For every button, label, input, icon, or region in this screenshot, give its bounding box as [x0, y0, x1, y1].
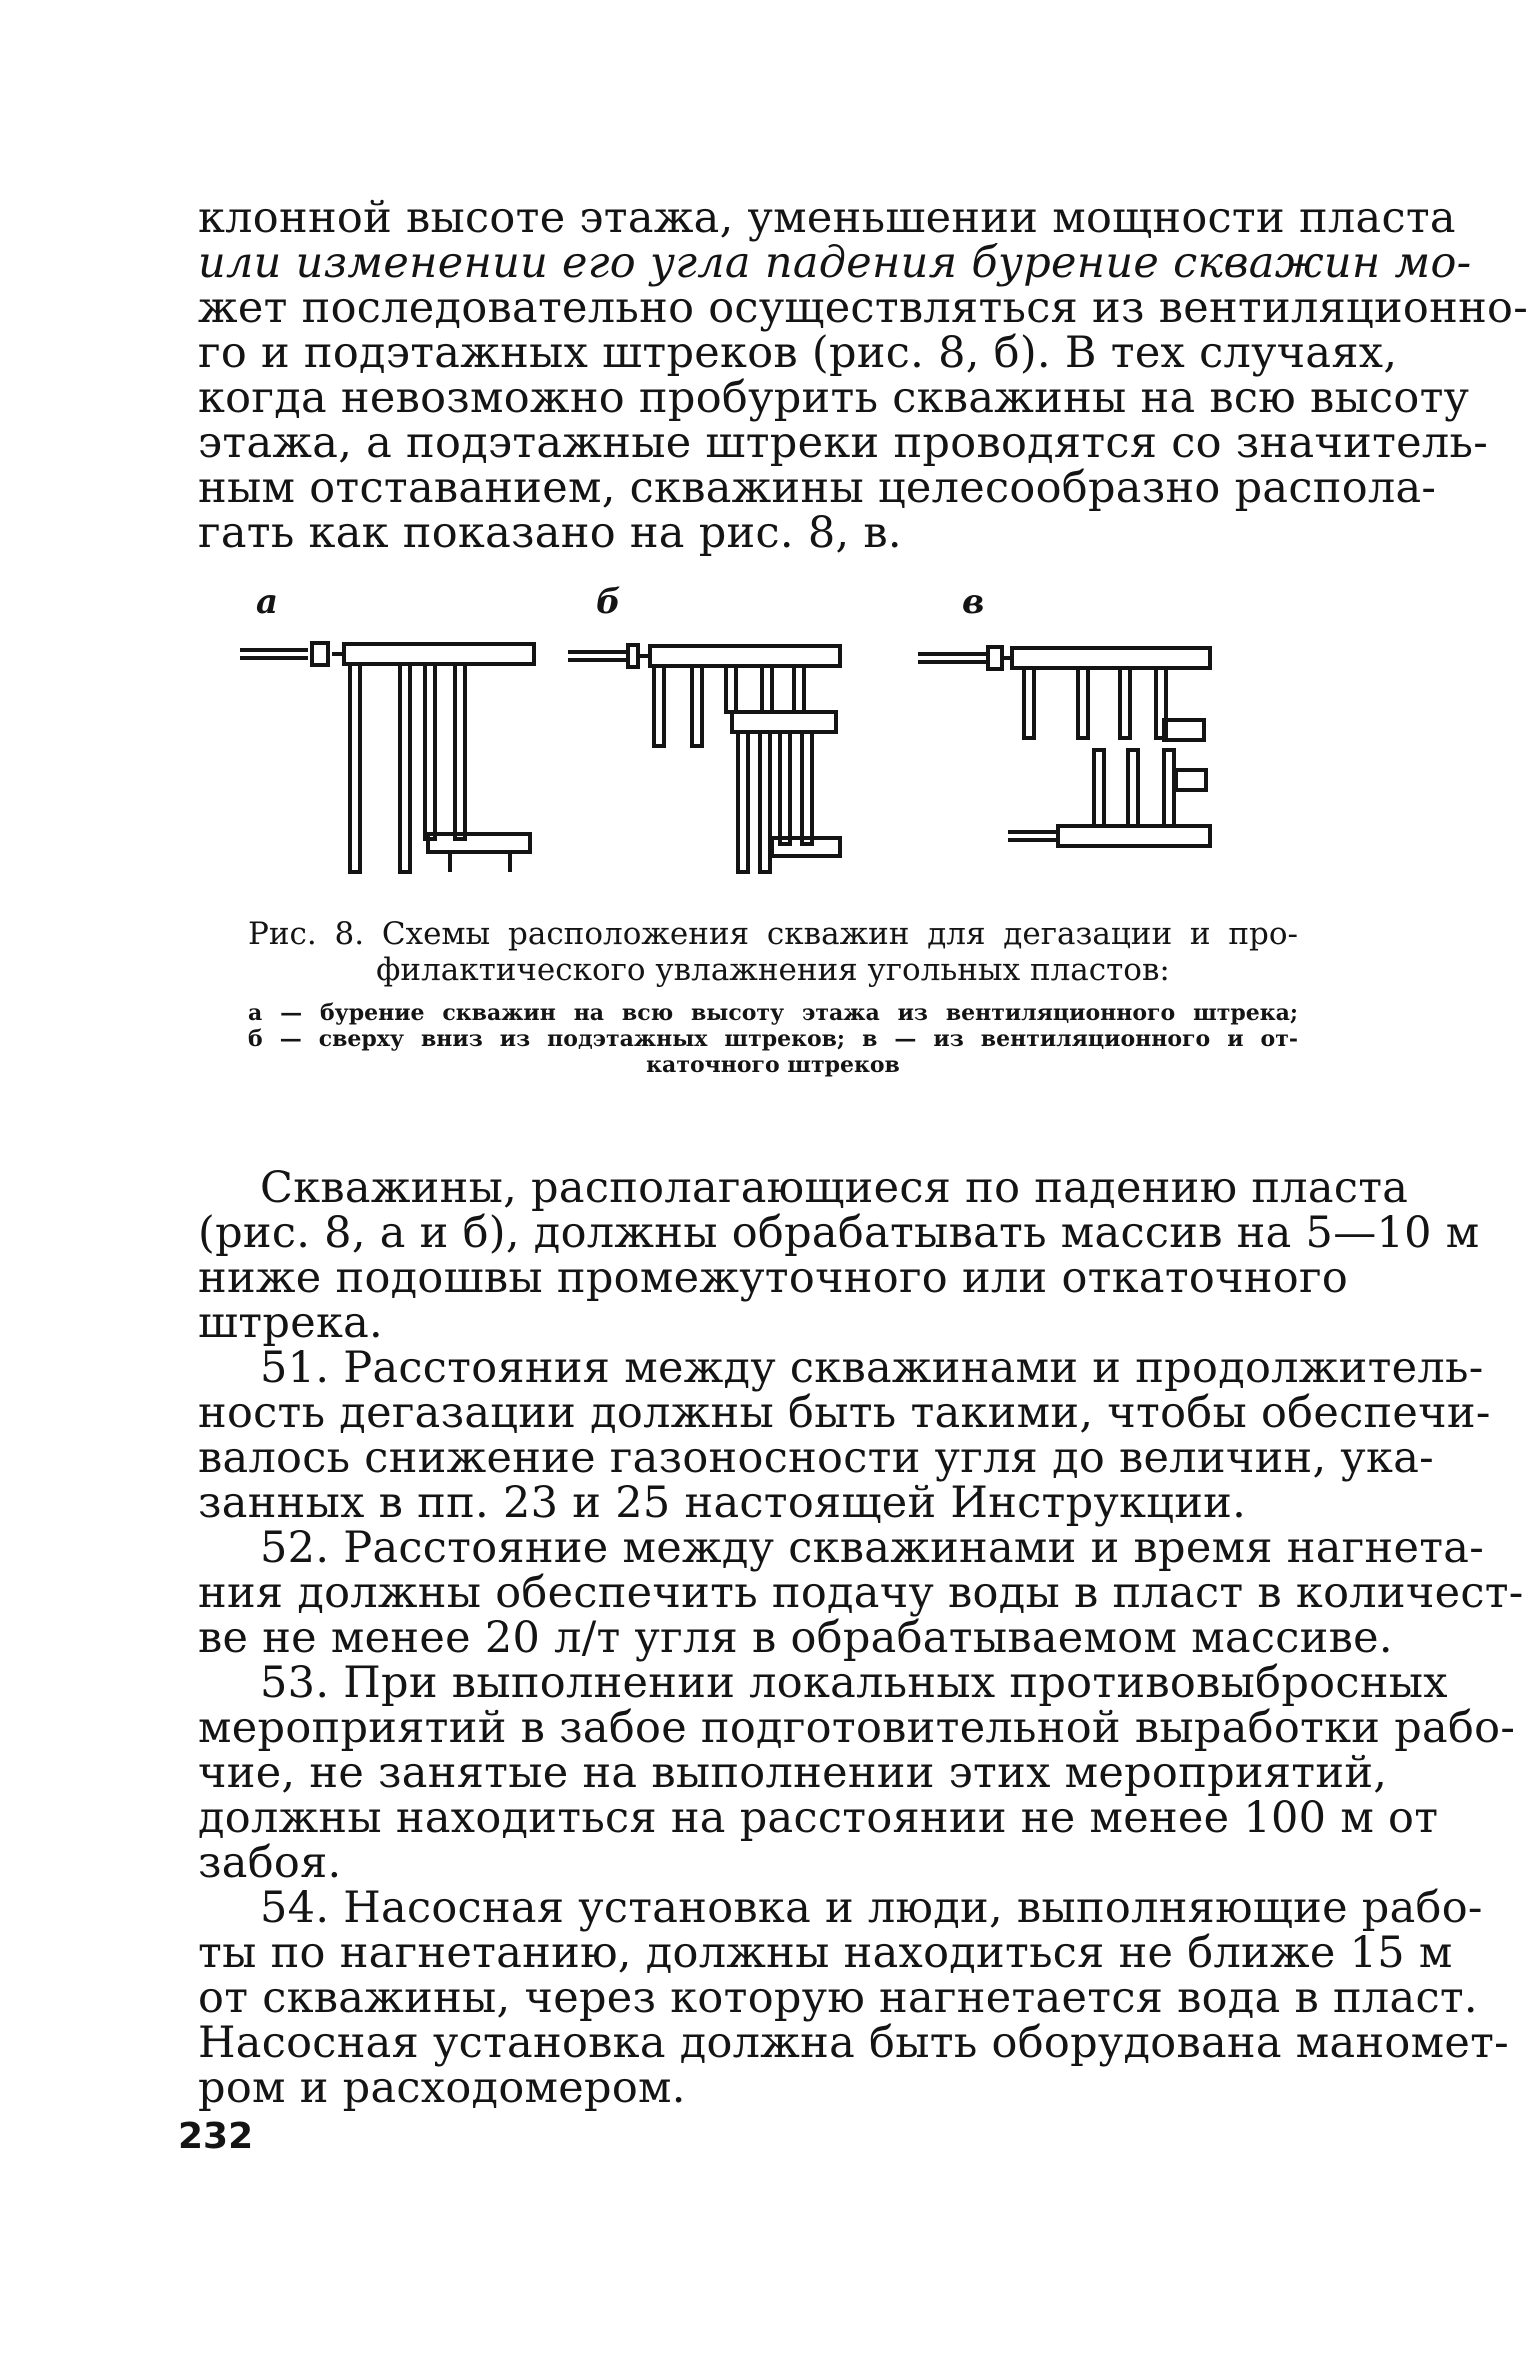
figure-label-a: а — [256, 582, 279, 622]
text-line: 51. Расстояния между скважинами и продолжитель- — [260, 1343, 1484, 1393]
borehole-schemes-figure — [228, 630, 1308, 890]
text-line: ром и расходомером. — [198, 2063, 686, 2113]
text-line: ным отставанием, скважины целесообразно распола- — [198, 463, 1437, 513]
text-line: от скважины, через которую нагнетается вода в пласт. — [198, 1973, 1478, 2023]
text-line: занных в пп. 23 и 25 настоящей Инструкции. — [198, 1478, 1247, 1528]
text-line: го и подэтажных штреков (рис. 8, б). В тех случаях, — [198, 328, 1398, 378]
text-line: штрека. — [198, 1298, 384, 1348]
text-line: когда невозможно пробурить скважины на всю высоту — [198, 373, 1470, 423]
text-line: жет последовательно осуществляться из вентиляционно- — [198, 283, 1529, 333]
figure-label-b: б — [596, 582, 621, 622]
figure-label-v: в — [962, 582, 985, 622]
text-line: забоя. — [198, 1838, 342, 1888]
legend-line: б — сверху вниз из подэтажных штреков; в — из вентиляционного и от- — [248, 1026, 1298, 1052]
text-line: чие, не занятые на выполнении этих мероприятий, — [198, 1748, 1388, 1798]
intro-paragraph — [198, 193, 1529, 558]
page-number: 232 — [178, 2116, 254, 2157]
text-line: гать как показано на рис. 8, в. — [198, 508, 902, 558]
text-line: или изменении его угла падения бурение скважин мо- — [198, 238, 1472, 288]
scheme-b-diagram — [568, 645, 840, 872]
text-line: Насосная установка должна быть оборудована маномет- — [198, 2018, 1510, 2068]
text-line: 53. При выполнении локальных противовыбросных — [260, 1658, 1448, 1708]
legend-line: каточного штреков — [646, 1052, 900, 1078]
text-line: 54. Насосная установка и люди, выполняющие рабо- — [260, 1883, 1483, 1933]
text-line: ния должны обеспечить подачу воды в пласт в количест- — [198, 1568, 1524, 1618]
text-line: валось снижение газоносности угля до величин, ука- — [198, 1433, 1434, 1483]
figure-caption — [248, 916, 1298, 1078]
main-text — [198, 1163, 1524, 2113]
scheme-v-diagram — [918, 647, 1210, 846]
caption-line: филактического увлажнения угольных пластов: — [376, 952, 1170, 988]
text-line: должны находиться на расстоянии не менее 100 м от — [198, 1793, 1439, 1843]
text-line: 52. Расстояние между скважинами и время нагнета- — [260, 1523, 1485, 1573]
text-line: мероприятий в забое подготовительной выработки рабо- — [198, 1703, 1516, 1753]
caption-line: Рис. 8. Схемы расположения скважин для дегазации и про- — [248, 916, 1298, 952]
text-line: ниже подошвы промежуточного или откаточного — [198, 1253, 1349, 1303]
text-line: (рис. 8, а и б), должны обрабатывать массив на 5—10 м — [198, 1208, 1480, 1258]
text-line: ве не менее 20 л/т угля в обрабатываемом массиве. — [198, 1613, 1393, 1663]
legend-line: а — бурение скважин на всю высоту этажа из вентиляционного штрека; — [248, 1000, 1298, 1026]
text-line: Скважины, располагающиеся по падению пласта — [260, 1163, 1409, 1213]
text-line: ность дегазации должны быть такими, чтобы обеспечи- — [198, 1388, 1491, 1438]
text-line: ты по нагнетанию, должны находиться не ближе 15 м — [198, 1928, 1453, 1978]
scheme-a-diagram — [240, 643, 534, 872]
text-line: этажа, а подэтажные штреки проводятся со значитель- — [198, 418, 1489, 468]
text-line: клонной высоте этажа, уменьшении мощности пласта — [198, 193, 1456, 243]
